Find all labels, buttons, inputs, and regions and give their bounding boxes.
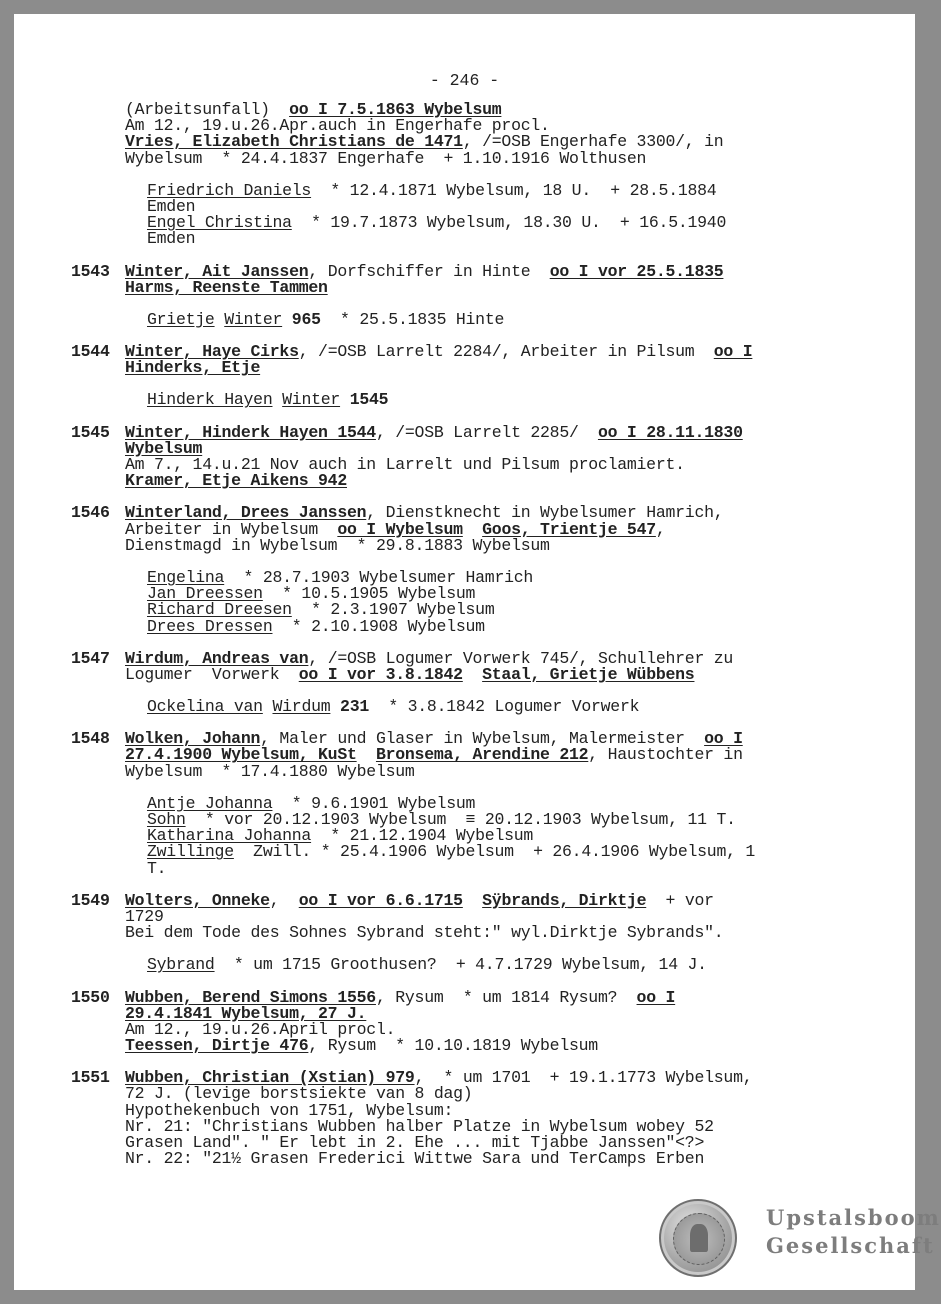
entry-number: 1545: [71, 422, 110, 442]
child-line: Jan Dreessen * 10.5.1905 Wybelsum: [147, 584, 476, 604]
child-line: Sohn * vor 20.12.1903 Wybelsum ≡ 20.12.1903 Wybelsum, 11 T.: [147, 810, 736, 829]
entry-1543: 1543 Winter, Ait Janssen, Dorfschiffer in Hinte oo I vor 25.5.1835: [71, 261, 724, 281]
child-line: Grietje Winter 965 * 25.5.1835 Hinte: [147, 309, 505, 329]
entry-1544: 1544 Winter, Haye Cirks, /=OSB Larrelt 2284/, Arbeiter in Pilsum oo I: [71, 342, 753, 362]
entry-line: Am 12., 19.u.26.April procl.: [125, 1019, 396, 1039]
society-logo: [659, 1199, 941, 1279]
entry-line: Vries, Elizabeth Christians de 1471, /=OSB Engerhafe 3300/, in: [125, 132, 724, 152]
entry-number: 1550: [71, 987, 110, 1007]
child-line: Sybrand * um 1715 Groothusen? + 4.7.1729 Wybelsum, 14 J.: [147, 955, 707, 975]
entry-line: Am 7., 14.u.21 Nov auch in Larrelt und Pilsum proclamiert.: [125, 455, 685, 474]
entry-line: Wybelsum: [125, 438, 203, 458]
entry-1549: 1549 Wolters, Onneke, oo I vor 6.6.1715 Sÿbrands, Dirktje + vor: [71, 890, 714, 910]
entry-line: Hinderks, Etje: [125, 358, 261, 378]
entry-line: Logumer Vorwerk oo I vor 3.8.1842 Staal, Grietje Wübbens: [125, 664, 695, 684]
entry-line: Nr. 22: "21½ Grasen Frederici Wittwe Sara und TerCamps Erben: [125, 1149, 705, 1169]
entry-line: 29.4.1841 Wybelsum, 27 J.: [125, 1003, 367, 1023]
logo-text-line-1: Upstalsboom: [766, 1205, 941, 1230]
entry-1548: 1548 Wolken, Johann, Maler und Glaser in Wybelsum, Malermeister oo I: [71, 729, 743, 749]
page-content: [14, 102, 915, 1167]
entry-line: Bei dem Tode des Sohnes Sybrand steht:" wyl.Dirktje Sybrands".: [125, 923, 724, 943]
child-line: T.: [147, 858, 167, 878]
entry-1550: 1550 Wubben, Berend Simons 1556, Rysum * um 1814 Rysum? oo I: [71, 987, 676, 1007]
seal-icon: [659, 1199, 737, 1277]
entry-1545: 1545 Winter, Hinderk Hayen 1544, /=OSB Larrelt 2285/ oo I 28.11.1830: [71, 422, 743, 442]
entry-number: 1548: [71, 729, 110, 749]
page-number: - 246 -: [429, 71, 500, 90]
child-line: Engel Christina * 19.7.1873 Wybelsum, 18.30 U. + 16.5.1940: [147, 213, 727, 233]
child-line: Engelina * 28.7.1903 Wybelsumer Hamrich: [147, 567, 534, 587]
entry-number: 1551: [71, 1068, 110, 1088]
entry-line: Teessen, Dirtje 476, Rysum * 10.10.1819 Wybelsum: [125, 1036, 598, 1056]
entry-line: Am 12., 19.u.26.Apr.auch in Engerhafe procl.: [125, 116, 550, 136]
entry-line: 72 J. (levige borstsiekte van 8 dag): [125, 1084, 473, 1104]
logo-text-line-2: Gesellschaft: [766, 1233, 935, 1258]
entry-line: Hypothekenbuch von 1751, Wybelsum:: [125, 1100, 454, 1120]
entry-line: Wybelsum * 17.4.1880 Wybelsum: [125, 761, 415, 781]
entry-line: Grasen Land". " Er lebt in 2. Ehe ... mit Tjabbe Janssen"<?>: [125, 1133, 705, 1152]
entry-1546: 1546 Winterland, Drees Janssen, Dienstknecht in Wybelsumer Hamrich,: [71, 503, 724, 523]
entry-number: 1543: [71, 261, 110, 281]
child-line: Ockelina van Wirdum 231 * 3.8.1842 Logumer Vorwerk: [147, 697, 640, 717]
entry-1551: 1551 Wubben, Christian (Xstian) 979, * um 1701 + 19.1.1773 Wybelsum,: [71, 1068, 753, 1088]
entry-line: Kramer, Etje Aikens 942: [125, 471, 347, 491]
child-line: Katharina Johanna * 21.12.1904 Wybelsum: [147, 826, 534, 846]
child-line: Zwillinge Zwill. * 25.4.1906 Wybelsum + 26.4.1906 Wybelsum, 1: [147, 842, 756, 862]
child-line: Emden: [147, 229, 196, 249]
entry-number: 1544: [71, 342, 110, 362]
entry-number: 1546: [71, 503, 110, 523]
entry-number: 1549: [71, 890, 110, 910]
child-line: Drees Dressen * 2.10.1908 Wybelsum: [147, 616, 485, 636]
document-page: [14, 14, 941, 1290]
entry-line: Wybelsum * 24.4.1837 Engerhafe + 1.10.1916 Wolthusen: [125, 148, 647, 168]
entry-line: Nr. 21: "Christians Wubben halber Platze in Wybelsum wobey 52: [125, 1116, 714, 1136]
entry-line: Dienstmagd in Wybelsum * 29.8.1883 Wybelsum: [125, 535, 550, 555]
child-line: Hinderk Hayen Winter 1545: [147, 390, 389, 410]
entry-line: 1729: [125, 906, 164, 926]
child-line: Antje Johanna * 9.6.1901 Wybelsum: [147, 793, 476, 813]
child-line: Friedrich Daniels * 12.4.1871 Wybelsum, 18 U. + 28.5.1884: [147, 180, 717, 200]
child-line: Emden: [147, 196, 196, 216]
entry-line: Arbeiter in Wybelsum oo I Wybelsum Goos, Trientje 547,: [125, 519, 666, 539]
entry-line: Harms, Reenste Tammen: [125, 277, 328, 297]
entry-line: (Arbeitsunfall) oo I 7.5.1863 Wybelsum: [125, 100, 502, 119]
child-line: Richard Dreesen * 2.3.1907 Wybelsum: [147, 600, 495, 620]
entry-1547: 1547 Wirdum, Andreas van, /=OSB Logumer Vorwerk 745/, Schullehrer zu: [71, 648, 734, 668]
entry-number: 1547: [71, 648, 110, 668]
entry-line: 27.4.1900 Wybelsum, KuSt Bronsema, Arendine 212, Haustochter in: [125, 745, 743, 765]
